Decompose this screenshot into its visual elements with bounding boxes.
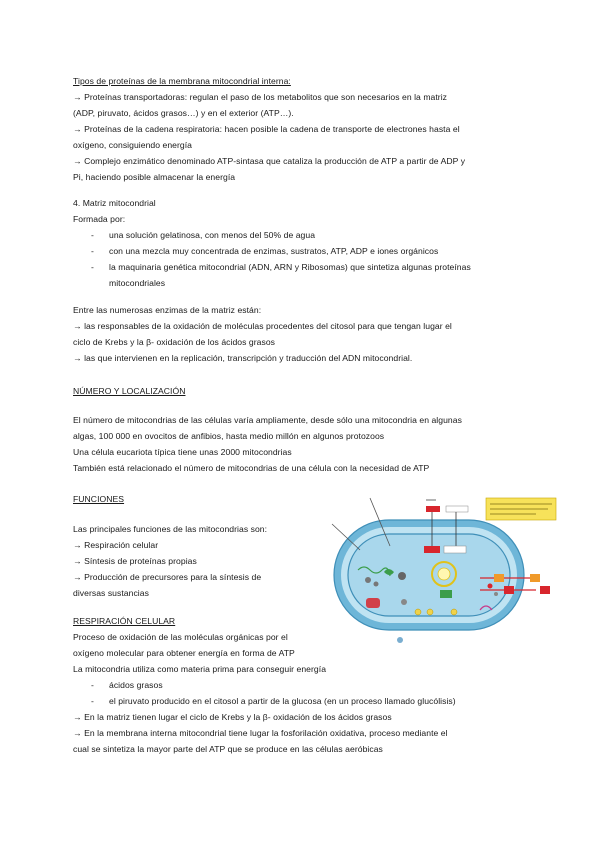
matriz-item: con una mezcla muy concentrada de enzimas, sustratos, ATP, ADP e iones orgánicos: [109, 246, 439, 256]
matriz-heading: 4. Matriz mitocondrial: [73, 198, 156, 208]
list-dash: -: [91, 696, 94, 706]
tipos-line: → Complejo enzimático denominado ATP-sintasa que cataliza la producción de ATP a partir de ADP y: [73, 156, 466, 166]
mitochondrion-diagram: [330, 494, 562, 652]
marker: [440, 590, 452, 598]
tipos-heading: Tipos de proteínas de la membrana mitocondrial interna:: [73, 76, 291, 86]
matriz-item: una solución gelatinosa, con menos del 50% de agua: [109, 230, 316, 240]
marker: [426, 506, 440, 512]
matriz-item: la maquinaria genética mitocondrial (ADN, ARN y Ribosomas) que sintetiza algunas proteínas: [109, 262, 471, 272]
respiracion-line: La mitocondria utiliza como materia prima para conseguir energía: [73, 664, 327, 674]
enzymes-line: → las que intervienen en la replicación, transcripción y traducción del ADN mitocondrial.: [73, 353, 413, 363]
funciones-item: → Respiración celular: [73, 540, 159, 550]
tipos-line: → Proteínas de la cadena respiratoria: hacen posible la cadena de transporte de electrones hasta el: [73, 124, 460, 134]
matriz-item: mitocondriales: [109, 278, 166, 288]
numero-line: Una célula eucariota típica tiene unas 2000 mitocondrias: [73, 447, 292, 457]
respiracion-closing: cual se sintetiza la mayor parte del ATP que se produce en las células aeróbicas: [73, 744, 383, 754]
funciones-intro: Las principales funciones de las mitocondrias son:: [73, 524, 268, 534]
tipos-line: (ADP, piruvato, ácidos grasos…) y en el exterior (ATP…).: [73, 108, 294, 118]
respiracion-heading: RESPIRACIÓN CELULAR: [73, 616, 176, 626]
funciones-item: → Producción de precursores para la síntesis de: [73, 572, 262, 582]
respiracion-closing: → En la matriz tienen lugar el ciclo de Krebs y la β- oxidación de los ácidos grasos: [73, 712, 392, 722]
enzymes-line: ciclo de Krebs y la β- oxidación de los ácidos grasos: [73, 337, 276, 347]
funciones-item: diversas sustancias: [73, 588, 149, 598]
tipos-line: → Proteínas transportadoras: regulan el paso de los metabolitos que son necesarios en la matriz: [73, 92, 448, 102]
list-dash: -: [91, 246, 94, 256]
list-dash: -: [91, 680, 94, 690]
list-dash: -: [91, 230, 94, 240]
respiracion-closing: → En la membrana interna mitocondrial tiene lugar la fosforilación oxidativa, proceso mediante el: [73, 728, 448, 738]
numero-line: También está relacionado el número de mitocondrias de una célula con la necesidad de ATP: [73, 463, 430, 473]
respiracion-line: Proceso de oxidación de las moléculas orgánicas por el: [73, 632, 288, 642]
list-dash: -: [91, 262, 94, 272]
numero-heading: NÚMERO Y LOCALIZACIÓN: [73, 386, 186, 396]
matriz-intro: Formada por:: [73, 214, 126, 224]
tipos-line: oxígeno, consiguiendo energía: [73, 140, 192, 150]
numero-line: El número de mitocondrias de las células varía ampliamente, desde sólo una mitocondria en algunas: [73, 415, 462, 425]
funciones-heading: FUNCIONES: [73, 494, 125, 504]
respiracion-item: el piruvato producido en el citosol a partir de la glucosa (en un proceso llamado glucólisis): [109, 696, 456, 706]
mitochondrion-figure: [330, 494, 562, 652]
respiracion-item: ácidos grasos: [109, 680, 163, 690]
funciones-item: → Síntesis de proteínas propias: [73, 556, 197, 566]
respiracion-line: oxígeno molecular para obtener energía en forma de ATP: [73, 648, 295, 658]
enzymes-line: → las responsables de la oxidación de moléculas procedentes del citosol para que tengan lugar el: [73, 321, 452, 331]
numero-line: algas, 100 000 en ovocitos de anfibios, hasta medio millón en algunos protozoos: [73, 431, 385, 441]
enzymes-intro: Entre las numerosas enzimas de la matriz están:: [73, 305, 262, 315]
tipos-line: Pi, haciendo posible almacenar la energía: [73, 172, 236, 182]
marker: [424, 546, 440, 553]
